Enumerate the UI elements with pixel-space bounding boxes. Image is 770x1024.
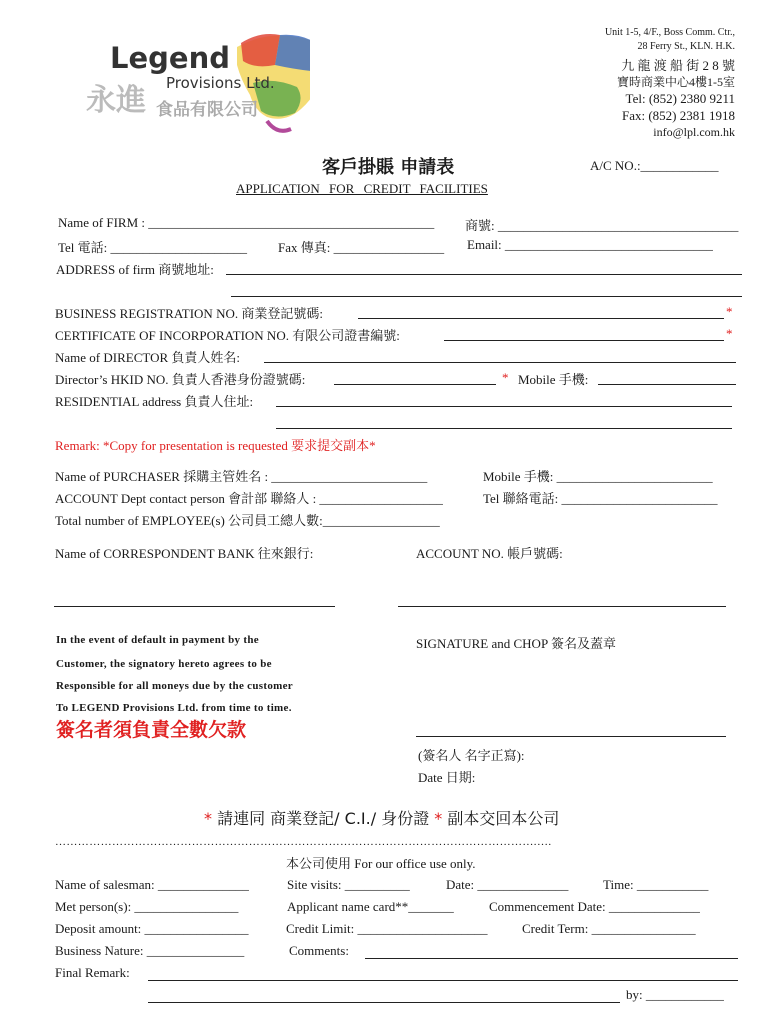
terms-line-3: Responsible for all moneys due by the customer	[56, 680, 293, 692]
remark-copy-requested: Remark: *Copy for presentation is requested 要求提交副本*	[55, 438, 376, 453]
director-name-line[interactable]	[264, 362, 736, 363]
company-email: info@lpl.com.hk	[653, 125, 735, 139]
company-name-en-sub: Provisions Ltd.	[166, 74, 275, 92]
firm-name-field[interactable]: Name of FIRM : ____________________________________________	[58, 215, 435, 230]
address-line-2[interactable]	[231, 296, 742, 297]
met-person-field[interactable]: Met person(s): ________________	[55, 899, 239, 914]
notice-star-2: *	[434, 809, 443, 828]
correspondent-bank-line[interactable]	[54, 606, 335, 607]
office-date-field[interactable]: Date: ______________	[446, 877, 569, 892]
address-zh-line2: 寶時商業中心4樓1-5室	[617, 75, 735, 89]
address-en-line2: 28 Ferry St., KLN. H.K.	[637, 41, 735, 52]
account-number-field[interactable]: A/C NO.:____________	[590, 158, 719, 173]
company-fax: Fax: (852) 2381 1918	[621, 108, 735, 123]
final-remark-label: Final Remark:	[55, 965, 130, 980]
company-address-block	[560, 26, 735, 140]
address-label: ADDRESS of firm 商號地址:	[56, 262, 214, 277]
ci-number-line[interactable]	[444, 340, 724, 341]
deposit-amount-field[interactable]: Deposit amount: ________________	[55, 921, 249, 936]
signatory-name-label: (簽名人 名字正寫):	[418, 748, 525, 763]
address-en-line1: Unit 1-5, 4/F., Boss Comm. Ctr.,	[604, 27, 735, 38]
residential-line-2[interactable]	[276, 428, 732, 429]
fax-field[interactable]: Fax 傳真: _________________	[278, 240, 445, 255]
signature-line[interactable]	[416, 736, 726, 737]
director-mobile-label: Mobile 手機:	[518, 372, 589, 387]
terms-line-4: To LEGEND Provisions Ltd. from time to time.	[56, 702, 292, 714]
director-mobile-line[interactable]	[598, 384, 736, 385]
form-title-zh: 客戶掛賬 申請表	[322, 157, 455, 178]
comments-label: Comments:	[289, 943, 349, 958]
final-remark-by-field[interactable]: by: ____________	[626, 987, 724, 1002]
terms-line-1: In the event of default in payment by the	[56, 634, 259, 646]
company-tel: Tel: (852) 2380 9211	[625, 91, 735, 106]
bank-account-number-line[interactable]	[398, 606, 726, 607]
final-remark-line-1[interactable]	[148, 980, 738, 981]
company-name-en: Legend	[110, 41, 230, 75]
signatory-liability-warning: 簽名者須負責全數欠款	[56, 719, 247, 741]
hkid-required-asterisk: *	[502, 370, 509, 385]
account-contact-field[interactable]: ACCOUNT Dept contact person 會計部 聯絡人 : ___________________	[55, 491, 443, 506]
dotted-separator: ……………………………………………………………………………………………………………….….	[55, 836, 552, 848]
signature-date-label: Date 日期:	[418, 770, 476, 785]
employees-field[interactable]: Total number of EMPLOYEE(s) 公司員工總人數:__________________	[55, 513, 440, 528]
salesman-field[interactable]: Name of salesman: ______________	[55, 877, 249, 892]
notice-star-1: *	[204, 809, 212, 828]
address-line-1[interactable]	[226, 274, 742, 275]
account-number-label: ACCOUNT NO. 帳戶號碼:	[416, 546, 563, 561]
comments-line[interactable]	[365, 958, 738, 959]
tel-field[interactable]: Tel 電話: _____________________	[58, 240, 248, 255]
credit-limit-field[interactable]: Credit Limit: ____________________	[286, 921, 488, 936]
office-use-heading: 本公司使用 For our office use only.	[286, 856, 476, 871]
email-field[interactable]: Email: ________________________________	[467, 237, 713, 252]
notice-text-a: 請連同 商業登記/ C.I./ 身份證	[217, 809, 430, 828]
address-zh-line1: 九 龍 渡 船 街 2 8 號	[621, 58, 735, 73]
director-name-label: Name of DIRECTOR 負責人姓名:	[55, 350, 240, 365]
credit-term-field[interactable]: Credit Term: ________________	[522, 921, 696, 936]
business-nature-field[interactable]: Business Nature: _______________	[55, 943, 245, 958]
account-tel-field[interactable]: Tel 聯絡電話: ________________________	[483, 491, 718, 506]
br-required-asterisk: *	[726, 304, 733, 319]
residential-address-label: RESIDENTIAL address 負責人住址:	[55, 394, 254, 409]
final-remark-line-2[interactable]	[148, 1002, 620, 1003]
purchaser-name-field[interactable]: Name of PURCHASER 採購主管姓名 : ________________________	[55, 469, 428, 484]
form-title-en: APPLICATION FOR CREDIT FACILITIES	[236, 181, 488, 196]
site-visits-field[interactable]: Site visits: __________	[287, 877, 410, 892]
correspondent-bank-label: Name of CORRESPONDENT BANK 往來銀行:	[55, 546, 314, 561]
purchaser-mobile-field[interactable]: Mobile 手機: ________________________	[483, 469, 713, 484]
commencement-date-field[interactable]: Commencement Date: ______________	[489, 899, 700, 914]
director-hkid-label: Director’s HKID NO. 負責人香港身份證號碼:	[55, 372, 306, 387]
ci-number-label: CERTIFICATE OF INCORPORATION NO. 有限公司證書編號:	[55, 328, 400, 343]
applicant-card-field[interactable]: Applicant name card**_______	[287, 899, 454, 914]
company-name-zh-a: 永進	[86, 83, 146, 118]
office-time-field[interactable]: Time: ___________	[603, 877, 709, 892]
br-number-line[interactable]	[358, 318, 724, 319]
signature-chop-label: SIGNATURE and CHOP 簽名及蓋章	[416, 636, 616, 651]
return-copies-notice	[204, 806, 559, 829]
company-name-zh-b: 食品有限公司	[156, 100, 258, 120]
br-number-label: BUSINESS REGISTRATION NO. 商業登記號碼:	[55, 306, 323, 321]
notice-text-b: 副本交回本公司	[447, 809, 560, 828]
ci-required-asterisk: *	[726, 326, 733, 341]
terms-line-2: Customer, the signatory hereto agrees to be	[56, 658, 272, 670]
director-hkid-line[interactable]	[334, 384, 496, 385]
company-logo	[80, 25, 310, 135]
residential-line-1[interactable]	[276, 406, 732, 407]
firm-name-zh-field[interactable]: 商號: _____________________________________	[465, 218, 739, 233]
